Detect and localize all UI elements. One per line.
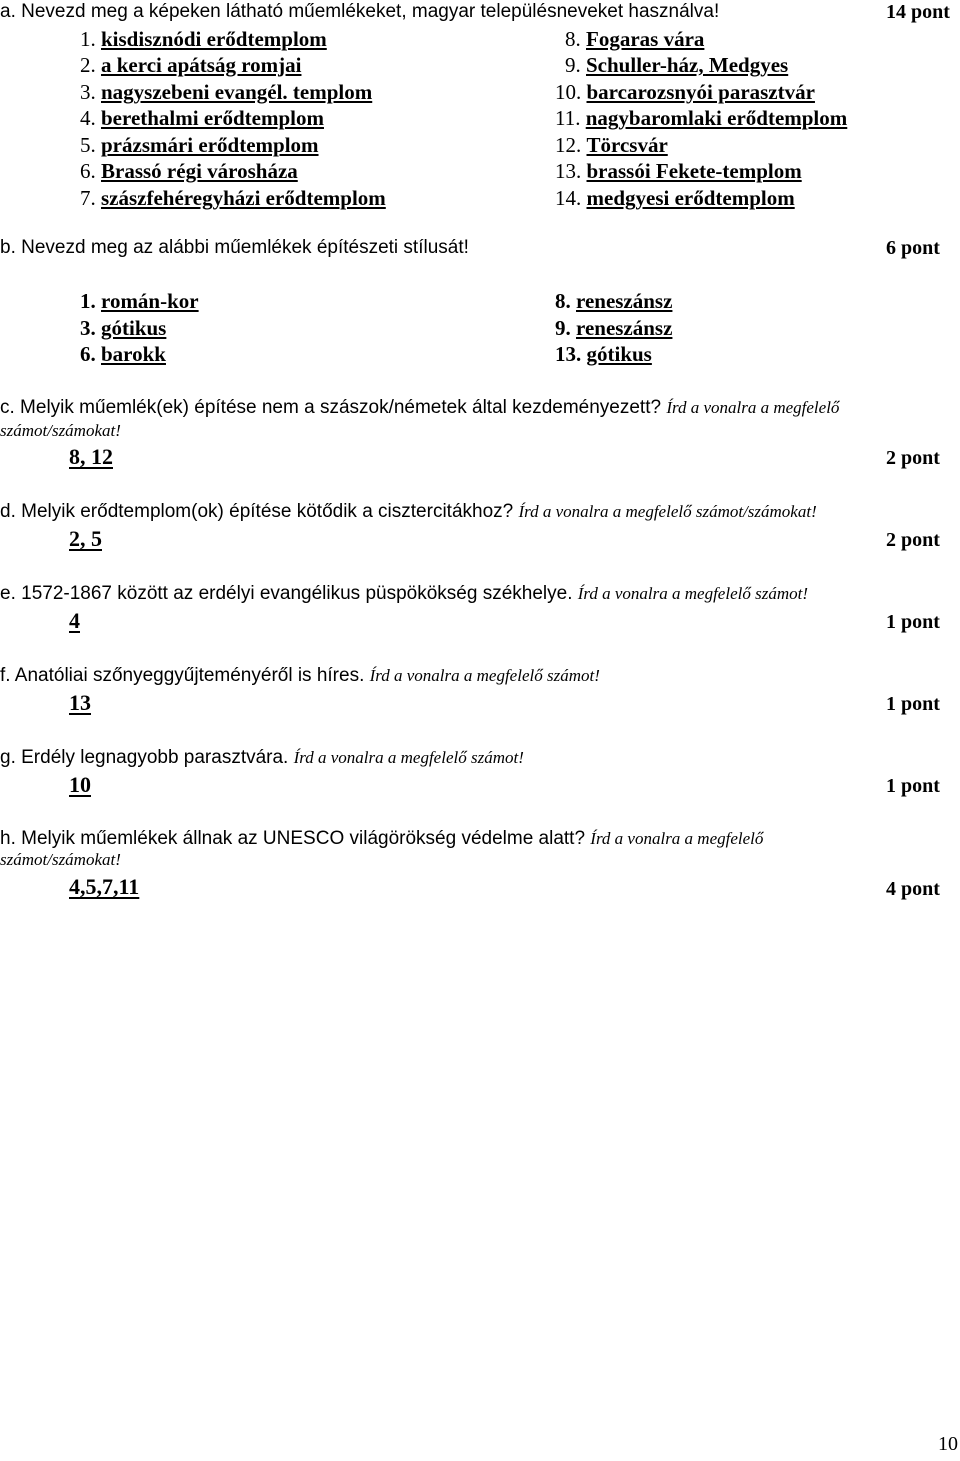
section-a-prompt: a. Nevezd meg a képeken látható műemlékeket, magyar településneveket használva! xyxy=(0,1,720,22)
monument-name: medgyesi erődtemplom xyxy=(586,186,795,210)
section-d-instruction: Írd a vonalra a megfelelő számot/számokat! xyxy=(518,502,817,521)
style-name: barokk xyxy=(101,342,166,366)
item-number: 1. xyxy=(80,27,96,51)
list-item xyxy=(565,55,788,76)
list-item xyxy=(80,82,372,103)
style-name: reneszánsz xyxy=(576,316,673,340)
list-item xyxy=(555,318,672,339)
section-f-points: 1 pont xyxy=(886,693,940,715)
list-item xyxy=(555,135,668,156)
list-item xyxy=(80,161,298,182)
section-e-prompt: e. 1572-1867 között az erdélyi evangélikus püspökökség székhelye. xyxy=(0,583,573,604)
monument-name: a kerci apátság romjai xyxy=(101,53,302,77)
item-number: 3. xyxy=(80,80,96,104)
item-number: 2. xyxy=(80,53,96,77)
list-item xyxy=(555,82,815,103)
section-g-answer: 10 xyxy=(69,772,91,797)
list-item xyxy=(80,291,199,312)
section-c-prompt: c. Melyik műemlék(ek) építése nem a szászok/németek által kezdeményezett? xyxy=(0,397,662,418)
section-f-answer: 13 xyxy=(69,690,91,715)
item-number: 9. xyxy=(565,53,581,77)
section-e-question xyxy=(0,582,808,603)
section-d-points: 2 pont xyxy=(886,529,940,551)
section-c-instruction: Írd a vonalra a megfelelő xyxy=(666,398,840,417)
list-item xyxy=(80,188,386,209)
list-item xyxy=(555,161,802,182)
monument-name: kisdisznódi erődtemplom xyxy=(101,27,327,51)
list-item xyxy=(80,29,327,50)
section-h-instruction-cont: számot/számokat! xyxy=(0,850,121,869)
section-h-points: 4 pont xyxy=(886,878,940,900)
item-number: 13. xyxy=(555,159,582,183)
section-c-question xyxy=(0,396,839,417)
section-g-instruction: Írd a vonalra a megfelelő számot! xyxy=(293,748,524,767)
item-number: 6. xyxy=(80,342,96,366)
list-item xyxy=(80,318,166,339)
item-number: 11. xyxy=(555,106,581,130)
section-h-instruction: Írd a vonalra a megfelelő xyxy=(590,829,764,848)
section-d-question xyxy=(0,500,817,521)
section-h-question xyxy=(0,827,763,848)
section-h-answer: 4,5,7,11 xyxy=(69,874,140,899)
section-e-answer: 4 xyxy=(69,608,80,633)
section-b-points: 6 pont xyxy=(886,237,940,259)
item-number: 14. xyxy=(555,186,582,210)
list-item xyxy=(80,108,324,129)
item-number: 12. xyxy=(555,133,582,157)
monument-name: berethalmi erődtemplom xyxy=(101,106,324,130)
list-item xyxy=(555,344,652,365)
style-name: reneszánsz xyxy=(576,289,673,313)
item-number: 3. xyxy=(80,316,96,340)
section-b-prompt: b. Nevezd meg az alábbi műemlékek építészeti stílusát! xyxy=(0,237,469,258)
section-c-answer: 8, 12 xyxy=(69,444,113,469)
item-number: 10. xyxy=(555,80,582,104)
list-item xyxy=(555,188,795,209)
list-item xyxy=(80,135,319,156)
list-item xyxy=(555,108,847,129)
monument-name: szászfehéregyházi erődtemplom xyxy=(101,186,386,210)
section-e-points: 1 pont xyxy=(886,611,940,633)
style-name: román-kor xyxy=(101,289,199,313)
monument-name: nagyszebeni evangél. templom xyxy=(101,80,373,104)
section-f-question xyxy=(0,664,600,685)
item-number: 13. xyxy=(555,342,582,366)
section-c-instruction-cont: számot/számokat! xyxy=(0,421,121,440)
item-number: 8. xyxy=(565,27,581,51)
monument-name: Schuller-ház, Medgyes xyxy=(586,53,789,77)
section-d-prompt: d. Melyik erődtemplom(ok) építése kötődik a cisztercitákhoz? xyxy=(0,501,514,522)
monument-name: Brassó régi városháza xyxy=(101,159,298,183)
item-number: 8. xyxy=(555,289,571,313)
section-e-instruction: Írd a vonalra a megfelelő számot! xyxy=(577,584,808,603)
section-g-points: 1 pont xyxy=(886,775,940,797)
item-number: 1. xyxy=(80,289,96,313)
section-g-prompt: g. Erdély legnagyobb parasztvára. xyxy=(0,747,289,768)
monument-name: prázsmári erődtemplom xyxy=(101,133,319,157)
item-number: 5. xyxy=(80,133,96,157)
list-item xyxy=(555,291,672,312)
section-a-points: 14 pont xyxy=(886,1,950,23)
list-item xyxy=(80,344,166,365)
page-number: 10 xyxy=(938,1433,958,1455)
monument-name: Törcsvár xyxy=(586,133,668,157)
section-c-points: 2 pont xyxy=(886,447,940,469)
monument-name: brassói Fekete-templom xyxy=(586,159,802,183)
section-h-prompt: h. Melyik műemlékek állnak az UNESCO világörökség védelme alatt? xyxy=(0,828,586,849)
item-number: 6. xyxy=(80,159,96,183)
section-f-instruction: Írd a vonalra a megfelelő számot! xyxy=(369,666,600,685)
style-name: gótikus xyxy=(101,316,167,340)
monument-name: Fogaras vára xyxy=(586,27,705,51)
section-f-prompt: f. Anatóliai szőnyeggyűjteményéről is híres. xyxy=(0,665,365,686)
item-number: 7. xyxy=(80,186,96,210)
item-number: 4. xyxy=(80,106,96,130)
style-name: gótikus xyxy=(586,342,652,366)
monument-name: barcarozsnyói parasztvár xyxy=(586,80,815,104)
list-item xyxy=(80,55,301,76)
list-item xyxy=(565,29,704,50)
section-g-question xyxy=(0,746,524,767)
section-d-answer: 2, 5 xyxy=(69,526,102,551)
item-number: 9. xyxy=(555,316,571,340)
monument-name: nagybaromlaki erődtemplom xyxy=(585,106,848,130)
